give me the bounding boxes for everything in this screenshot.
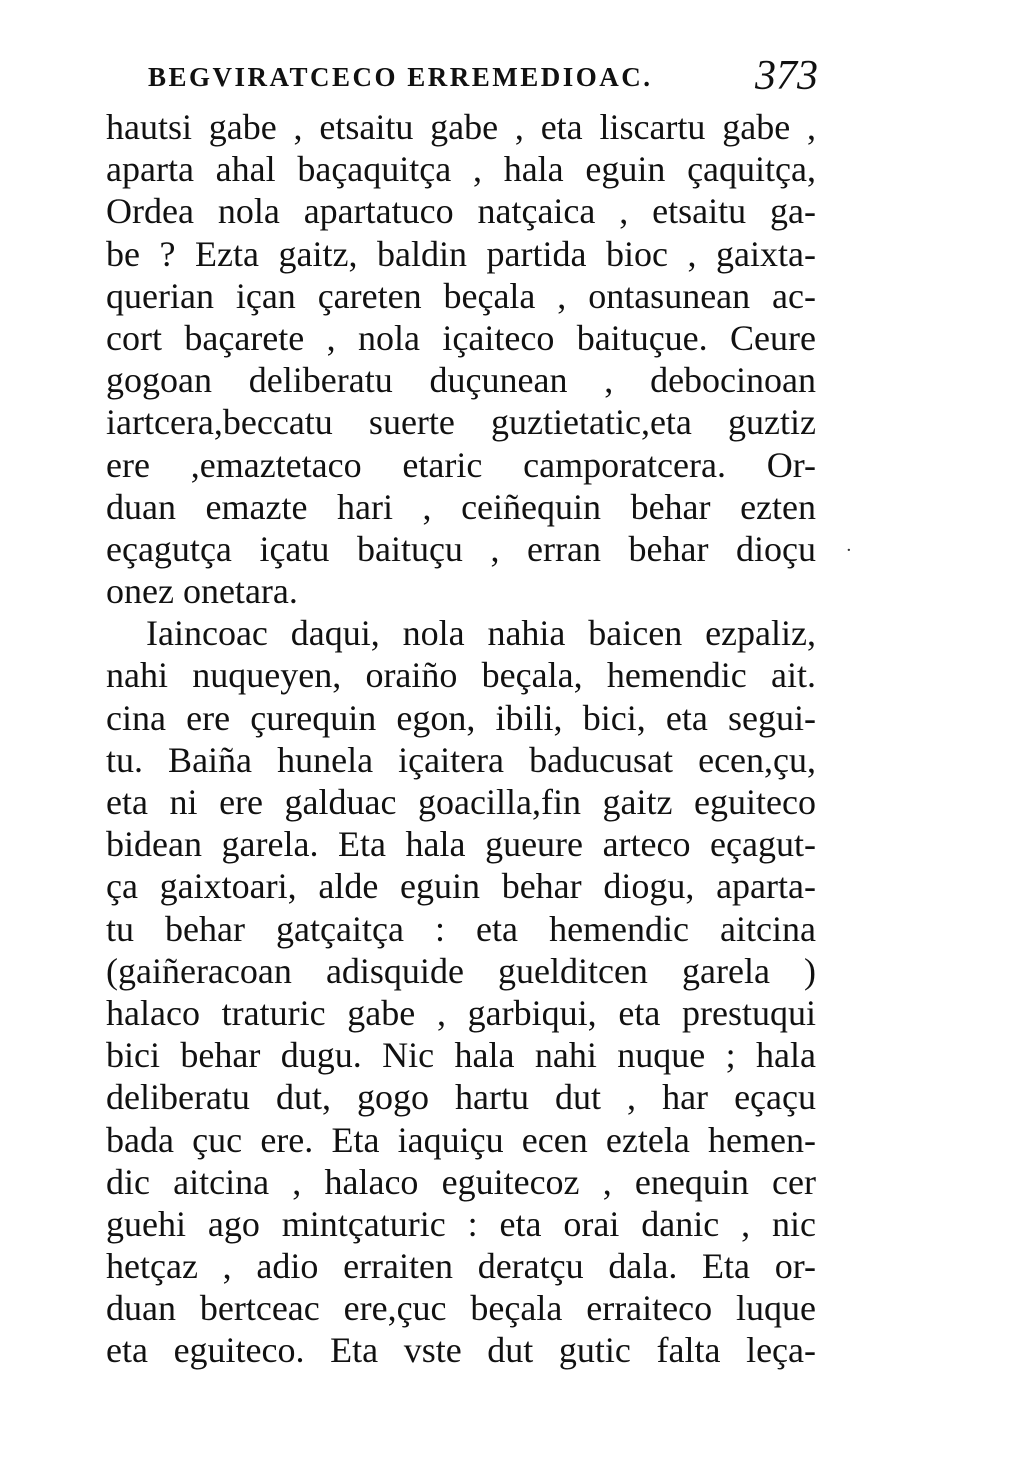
text-line: ça gaixtoari, alde eguin behar diogu, aparta- bbox=[106, 866, 816, 907]
paragraph-1 bbox=[106, 106, 816, 612]
body-text bbox=[106, 106, 816, 1372]
text-line: Iaincoac daqui, nola nahia baicen ezpaliz, bbox=[146, 613, 816, 654]
text-line: bada çuc ere. Eta iaquiçu ecen eztela hemen- bbox=[106, 1119, 816, 1160]
text-line: hetçaz , adio erraiten deratçu dala. Eta or- bbox=[106, 1246, 816, 1287]
text-line: querian içan çareten beçala , ontasunean ac- bbox=[106, 275, 816, 316]
running-head: BEGVIRATCECO ERREMEDIOAC. bbox=[148, 62, 653, 92]
text-line: halaco traturic gabe , garbiqui, eta prestuqui bbox=[106, 992, 816, 1033]
text-line: cina ere çurequin egon, ibili, bici, eta segui- bbox=[106, 697, 816, 738]
text-line: aparta ahal baçaquitça , hala eguin çaquitça, bbox=[106, 149, 816, 190]
paragraph-2 bbox=[106, 612, 816, 1371]
text-line: tu. Baiña hunela içaitera baducusat ecen,çu, bbox=[106, 739, 816, 780]
text-line: dic aitcina , halaco eguitecoz , enequin cer bbox=[106, 1161, 816, 1202]
text-line: onez onetara. bbox=[106, 571, 298, 612]
text-line: bidean garela. Eta hala gueure arteco eçagut- bbox=[106, 824, 816, 865]
text-line: bici behar dugu. Nic hala nahi nuque ; hala bbox=[106, 1035, 816, 1076]
text-line: gogoan deliberatu duçunean , debocinoan bbox=[106, 360, 816, 401]
text-line: tu behar gatçaitça : eta hemendic aitcina bbox=[106, 908, 816, 949]
text-line: eta ni ere galduac goacilla,fin gaitz eguiteco bbox=[106, 782, 816, 822]
text-line: eta eguiteco. Eta vste dut gutic falta leça- bbox=[106, 1330, 816, 1371]
text-line: hautsi gabe , etsaitu gabe , eta liscartu gabe , bbox=[106, 107, 816, 147]
page-number: 373 bbox=[755, 53, 818, 99]
text-line: eçagutça içatu baituçu , erran behar dioçu bbox=[106, 528, 816, 569]
text-line: ere ,emaztetaco etaric camporatcera. Or- bbox=[106, 444, 816, 485]
text-line: iartcera,beccatu suerte guztietatic,eta guztiz bbox=[106, 402, 816, 443]
text-line: duan bertceac ere,çuc beçala erraiteco luque bbox=[106, 1288, 816, 1329]
page-header bbox=[148, 52, 818, 102]
text-line: guehi ago mintçaturic : eta orai danic , nic bbox=[106, 1203, 816, 1244]
text-line: be ? Ezta gaitz, baldin partida bioc , gaixta- bbox=[106, 233, 816, 274]
ink-speck: · bbox=[846, 540, 852, 561]
text-line: cort baçarete , nola içaiteco baituçue. Ceure bbox=[106, 317, 816, 358]
text-line: deliberatu dut, gogo hartu dut , har eçaçu bbox=[106, 1077, 816, 1118]
text-line: (gaiñeracoan adisquide guelditcen garela ) bbox=[106, 950, 816, 991]
text-line: duan emazte hari , ceiñequin behar ezten bbox=[106, 486, 816, 527]
text-line: Ordea nola apartatuco natçaica , etsaitu ga- bbox=[106, 191, 816, 232]
text-line: nahi nuqueyen, oraiño beçala, hemendic ait. bbox=[106, 655, 816, 696]
